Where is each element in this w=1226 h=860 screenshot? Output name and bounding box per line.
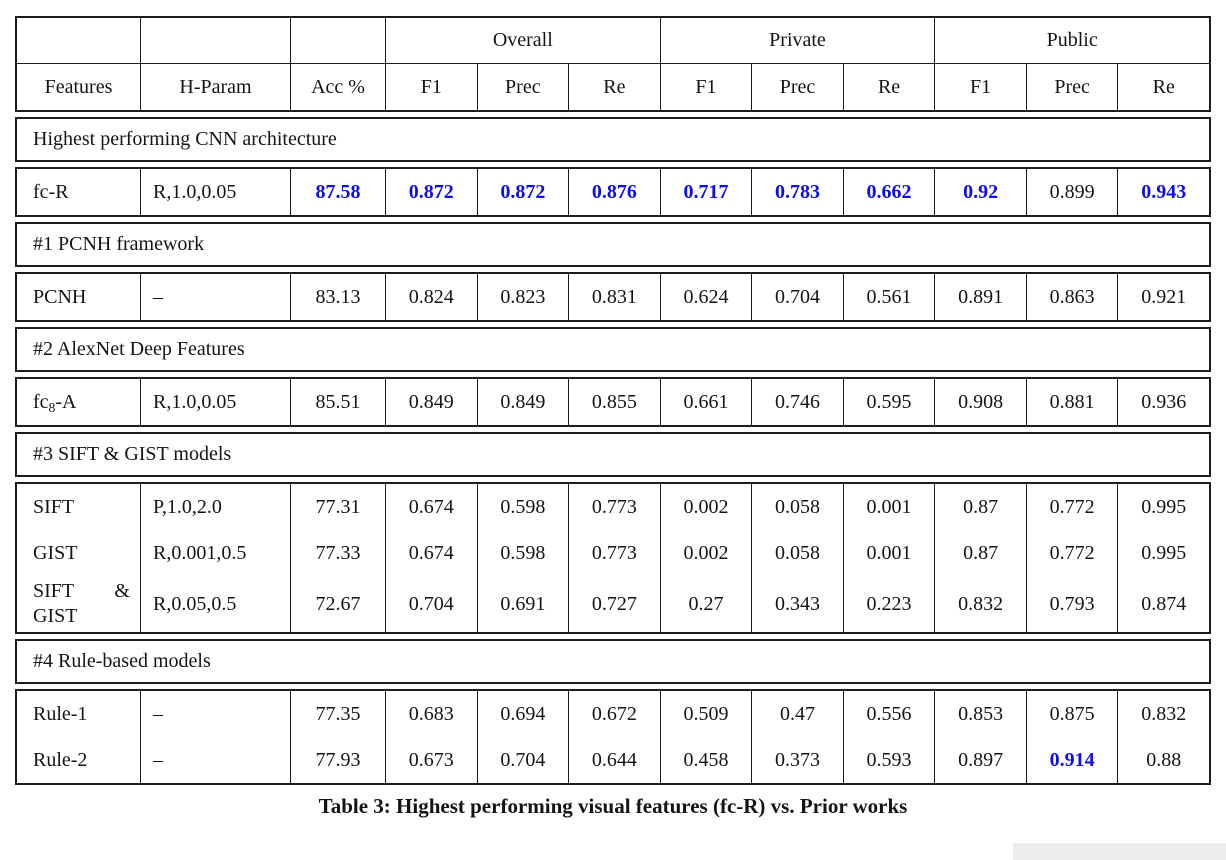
value-cell: 0.773 xyxy=(568,484,660,530)
column-group-public: Public xyxy=(934,18,1209,64)
column-group-private: Private xyxy=(660,18,935,64)
section-title-label: #2 AlexNet Deep Features xyxy=(33,338,245,360)
value-cell: 0.92 xyxy=(934,169,1026,215)
value-cell: 0.899 xyxy=(1026,169,1118,215)
value-cell: 0.832 xyxy=(934,576,1026,632)
empty-header-cell xyxy=(290,18,385,64)
value-cell: 0.727 xyxy=(568,576,660,632)
value-cell: 0.87 xyxy=(934,484,1026,530)
value-cell: 77.93 xyxy=(290,737,385,783)
column-header-re: Re xyxy=(1117,64,1209,110)
value-cell: 0.87 xyxy=(934,530,1026,576)
value-cell: 0.746 xyxy=(751,379,843,425)
value-cell: 0.644 xyxy=(568,737,660,783)
hparam-cell: – xyxy=(140,274,290,320)
feature-name: fc xyxy=(33,390,49,413)
value-cell: 0.673 xyxy=(385,737,477,783)
column-group-overall: Overall xyxy=(385,18,660,64)
value-cell: 0.853 xyxy=(934,691,1026,737)
section-data-grid xyxy=(17,691,1209,783)
value-cell: 0.875 xyxy=(1026,691,1118,737)
feature-label xyxy=(33,702,130,727)
value-cell: 77.35 xyxy=(290,691,385,737)
value-cell: 0.343 xyxy=(751,576,843,632)
value-cell: 0.001 xyxy=(843,484,935,530)
value-cell: 0.683 xyxy=(385,691,477,737)
value-cell: 87.58 xyxy=(290,169,385,215)
feature-cell xyxy=(17,576,140,632)
value-cell: 0.849 xyxy=(477,379,569,425)
section-title xyxy=(15,432,1211,477)
feature-name: fc-R xyxy=(33,180,69,203)
value-cell: 0.694 xyxy=(477,691,569,737)
column-header-h-param: H-Param xyxy=(140,64,290,110)
value-cell: 0.001 xyxy=(843,530,935,576)
column-header-prec: Prec xyxy=(1026,64,1118,110)
section-data-box xyxy=(15,272,1211,322)
value-cell: 0.849 xyxy=(385,379,477,425)
value-cell: 0.921 xyxy=(1117,274,1209,320)
value-cell: 0.872 xyxy=(477,169,569,215)
value-cell: 0.772 xyxy=(1026,484,1118,530)
value-cell: 0.995 xyxy=(1117,530,1209,576)
section-title xyxy=(15,327,1211,372)
hparam-cell: – xyxy=(140,737,290,783)
column-header-f1: F1 xyxy=(934,64,1026,110)
section-data-box xyxy=(15,482,1211,634)
column-header-prec: Prec xyxy=(751,64,843,110)
value-cell: 0.661 xyxy=(660,379,752,425)
column-header-re: Re xyxy=(843,64,935,110)
value-cell: 0.624 xyxy=(660,274,752,320)
table-header-box xyxy=(15,16,1211,112)
value-cell: 0.458 xyxy=(660,737,752,783)
value-cell: 0.914 xyxy=(1026,737,1118,783)
section-data-box xyxy=(15,689,1211,785)
value-cell: 0.783 xyxy=(751,169,843,215)
value-cell: 0.223 xyxy=(843,576,935,632)
value-cell: 0.773 xyxy=(568,530,660,576)
hparam-cell: P,1.0,2.0 xyxy=(140,484,290,530)
results-table xyxy=(15,16,1211,785)
value-cell: 0.593 xyxy=(843,737,935,783)
value-cell: 0.672 xyxy=(568,691,660,737)
feature-cell xyxy=(17,169,140,215)
value-cell: 0.876 xyxy=(568,169,660,215)
section-title xyxy=(15,117,1211,162)
value-cell: 0.704 xyxy=(385,576,477,632)
value-cell: 0.674 xyxy=(385,484,477,530)
value-cell: 0.598 xyxy=(477,530,569,576)
column-header-prec: Prec xyxy=(477,64,569,110)
section-data-grid xyxy=(17,169,1209,215)
column-header-re: Re xyxy=(568,64,660,110)
value-cell: 77.33 xyxy=(290,530,385,576)
section-title-label: #4 Rule-based models xyxy=(33,650,211,672)
feature-label xyxy=(33,180,130,205)
value-cell: 0.717 xyxy=(660,169,752,215)
feature-name: SIFT xyxy=(33,495,75,518)
value-cell: 0.598 xyxy=(477,484,569,530)
feature-name: PCNH xyxy=(33,285,87,308)
value-cell: 0.995 xyxy=(1117,484,1209,530)
feature-cell xyxy=(17,274,140,320)
section-data-box xyxy=(15,167,1211,217)
value-cell: 0.832 xyxy=(1117,691,1209,737)
value-cell: 0.556 xyxy=(843,691,935,737)
value-cell: 0.704 xyxy=(477,737,569,783)
value-cell: 0.908 xyxy=(934,379,1026,425)
column-header-f1: F1 xyxy=(385,64,477,110)
section-title-label: Highest performing CNN architecture xyxy=(33,128,337,150)
column-header-acc: Acc % xyxy=(290,64,385,110)
value-cell: 0.27 xyxy=(660,576,752,632)
feature-label xyxy=(33,579,130,629)
screenshot-artifact xyxy=(1013,843,1226,860)
value-cell: 0.058 xyxy=(751,530,843,576)
value-cell: 83.13 xyxy=(290,274,385,320)
value-cell: 0.373 xyxy=(751,737,843,783)
feature-subscript: 8 xyxy=(48,399,56,415)
feature-name: GIST xyxy=(33,541,78,564)
feature-cell xyxy=(17,484,140,530)
value-cell: 72.67 xyxy=(290,576,385,632)
feature-cell xyxy=(17,737,140,783)
value-cell: 77.31 xyxy=(290,484,385,530)
feature-label xyxy=(33,495,130,520)
hparam-cell: R,0.001,0.5 xyxy=(140,530,290,576)
hparam-cell: – xyxy=(140,691,290,737)
value-cell: 0.88 xyxy=(1117,737,1209,783)
value-cell: 0.058 xyxy=(751,484,843,530)
empty-header-cell xyxy=(140,18,290,64)
hparam-cell: R,1.0,0.05 xyxy=(140,379,290,425)
section-data-grid xyxy=(17,379,1209,425)
value-cell: 0.943 xyxy=(1117,169,1209,215)
section-title-label: #3 SIFT & GIST models xyxy=(33,443,232,465)
table-caption: Table 3: Highest performing visual features (fc-R) vs. Prior works xyxy=(318,794,908,818)
value-cell: 0.863 xyxy=(1026,274,1118,320)
hparam-cell: R,0.05,0.5 xyxy=(140,576,290,632)
value-cell: 0.509 xyxy=(660,691,752,737)
value-cell: 0.595 xyxy=(843,379,935,425)
feature-name: Rule-1 xyxy=(33,702,88,725)
value-cell: 0.824 xyxy=(385,274,477,320)
feature-label xyxy=(33,285,130,310)
value-cell: 0.674 xyxy=(385,530,477,576)
value-cell: 0.691 xyxy=(477,576,569,632)
feature-label xyxy=(33,541,130,566)
section-title xyxy=(15,639,1211,684)
value-cell: 0.793 xyxy=(1026,576,1118,632)
feature-name: SIFT & GIST xyxy=(33,580,130,627)
value-cell: 0.823 xyxy=(477,274,569,320)
value-cell: 0.891 xyxy=(934,274,1026,320)
section-title-label: #1 PCNH framework xyxy=(33,233,205,255)
value-cell: 0.872 xyxy=(385,169,477,215)
value-cell: 0.936 xyxy=(1117,379,1209,425)
value-cell: 0.831 xyxy=(568,274,660,320)
value-cell: 0.662 xyxy=(843,169,935,215)
value-cell: 0.561 xyxy=(843,274,935,320)
section-data-box xyxy=(15,377,1211,427)
feature-name-suffix: -A xyxy=(55,390,77,413)
value-cell: 0.897 xyxy=(934,737,1026,783)
value-cell: 0.874 xyxy=(1117,576,1209,632)
hparam-cell: R,1.0,0.05 xyxy=(140,169,290,215)
feature-cell xyxy=(17,530,140,576)
feature-cell xyxy=(17,691,140,737)
value-cell: 0.881 xyxy=(1026,379,1118,425)
value-cell: 85.51 xyxy=(290,379,385,425)
column-header-features: Features xyxy=(44,75,113,98)
feature-name: Rule-2 xyxy=(33,748,88,771)
value-cell: 0.772 xyxy=(1026,530,1118,576)
value-cell: 0.704 xyxy=(751,274,843,320)
header-grid xyxy=(17,18,1209,110)
table-sections xyxy=(15,117,1211,785)
value-cell: 0.002 xyxy=(660,530,752,576)
column-header-f1: F1 xyxy=(660,64,752,110)
value-cell: 0.002 xyxy=(660,484,752,530)
feature-label xyxy=(33,390,130,415)
feature-label xyxy=(33,748,130,773)
feature-cell xyxy=(17,379,140,425)
section-data-grid xyxy=(17,274,1209,320)
section-title xyxy=(15,222,1211,267)
value-cell: 0.855 xyxy=(568,379,660,425)
section-data-grid xyxy=(17,484,1209,632)
value-cell: 0.47 xyxy=(751,691,843,737)
empty-header-cell xyxy=(17,18,140,64)
